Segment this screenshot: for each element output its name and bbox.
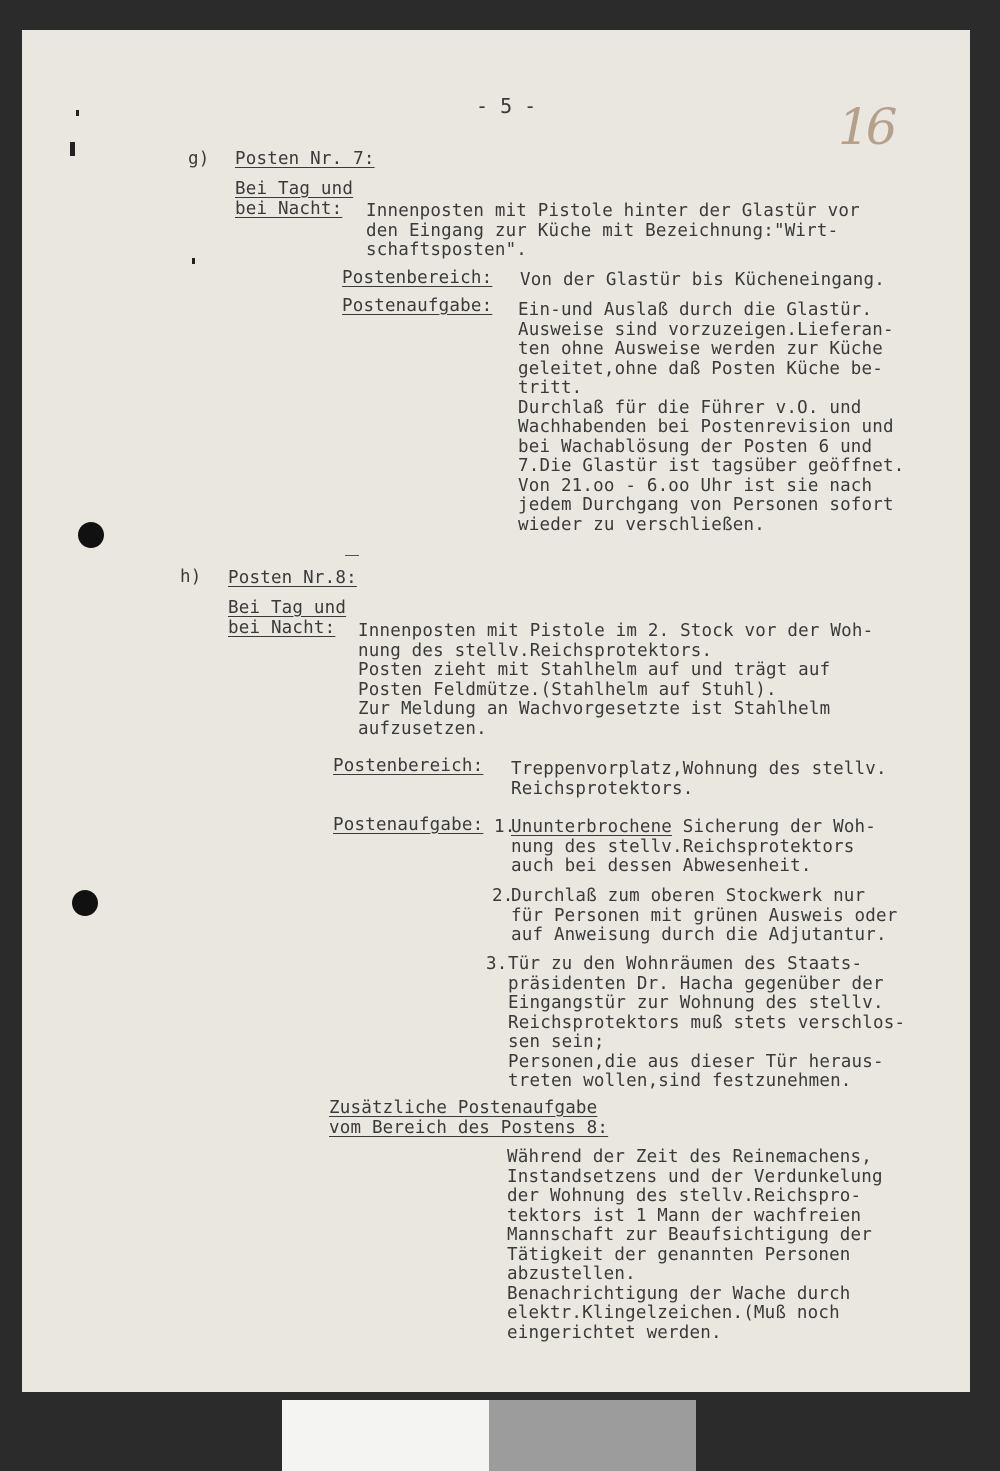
margin-mark (76, 110, 79, 116)
section-g-aufgabe-label: Postenaufgabe: (342, 296, 493, 316)
section-h-item1-first-word: Ununterbrochene (511, 817, 673, 837)
section-h-time-label-2: bei Nacht: (228, 618, 336, 638)
section-h-time-label-1: Bei Tag und (228, 598, 347, 618)
punch-hole (72, 890, 98, 916)
section-g-heading: Posten Nr. 7: (235, 149, 375, 169)
section-h-extra-label-2: vom Bereich des Postens 8: (329, 1118, 609, 1138)
scan-calibration-white (282, 1400, 489, 1471)
scan-calibration-grey (489, 1400, 696, 1471)
section-g-bereich-label: Postenbereich: (342, 268, 493, 288)
handwritten-folio-number: 16 (838, 98, 894, 156)
section-h-extra-text: Während der Zeit des Reinemachens, Instandsetzens und der Verdunkelung der Wohnung des stellv.Reichspro- tektors ist 1 Mann der wachfreien Mannschaft zur Beaufsichtigung der Tätigkeit der genannten Personen abzustellen. Benachrichtigung der Wache durch elektr.Klingelzeichen.(Muß noch eingerichtet werden. (507, 1147, 883, 1343)
section-h-item1-rest: Sicherung der Woh- nung des stellv.Reichsprotektors auch bei dessen Abwesenheit. (511, 817, 877, 876)
page-number: - 5 - (476, 94, 537, 118)
section-h-item1-number: 1. (494, 817, 516, 837)
section-h-bereich-text: Treppenvorplatz,Wohnung des stellv. Reichsprotektors. (511, 759, 887, 799)
section-h-item3-number: 3. (486, 954, 508, 974)
section-h-item3-text: Tür zu den Wohnräumen des Staats- präsidenten Dr. Hacha gegenüber der Eingangstür zur Wohnung des stellv. Reichsprotektors muß stets verschlos- sen sein; Personen,die aus dieser Tür heraus- treten wollen,sind festzunehmen. (508, 954, 906, 1091)
section-h-extra-label-1: Zusätzliche Postenaufgabe (329, 1098, 598, 1118)
section-h-time-text: Innenposten mit Pistole im 2. Stock vor der Woh- nung des stellv.Reichsprotektors. Posten zieht mit Stahlhelm auf und trägt auf Posten Feldmütze.(Stahlhelm auf Stuhl). Zur Meldung an Wachvorgesetzte ist Stahlhelm aufzusetzen. (358, 621, 874, 739)
section-h-item1-text (511, 818, 876, 877)
section-h-bereich-label: Postenbereich: (333, 756, 484, 776)
section-h-item2-text: Durchlaß zum oberen Stockwerk nur für Personen mit grünen Ausweis oder auf Anweisung durch die Adjutantur. (511, 886, 898, 945)
section-h-letter: h) (180, 567, 202, 587)
section-g-aufgabe-text: Ein-und Auslaß durch die Glastür. Ausweise sind vorzuzeigen.Lieferan- ten ohne Ausweise werden zur Küche geleitet,ohne daß Posten Küche be- tritt. Durchlaß für die Führer v.O. und Wachhabenden bei Postenrevision und bei Wachablösung der Posten 6 und 7.Die Glastür ist tagsüber geöffnet. Von 21.oo - 6.oo Uhr ist sie nach jedem Durchgang von Personen sofort wieder zu verschließen. (518, 300, 905, 535)
margin-mark (192, 258, 195, 264)
margin-mark (345, 555, 359, 556)
section-g-time-label-1: Bei Tag und (235, 179, 354, 199)
section-g-time-text: Innenposten mit Pistole hinter der Glastür vor den Eingang zur Küche mit Bezeichnung:"Wirt- schaftsposten". (366, 201, 860, 260)
section-g-bereich-text: Von der Glastür bis Kücheneingang. (520, 270, 886, 290)
section-h-item2-number: 2. (492, 886, 514, 906)
section-h-heading: Posten Nr.8: (228, 568, 357, 588)
section-g-time-label-2: bei Nacht: (235, 199, 343, 219)
punch-hole (78, 522, 104, 548)
section-g-letter: g) (188, 149, 210, 169)
section-h-aufgabe-label: Postenaufgabe: (333, 815, 484, 835)
margin-mark (70, 142, 75, 156)
